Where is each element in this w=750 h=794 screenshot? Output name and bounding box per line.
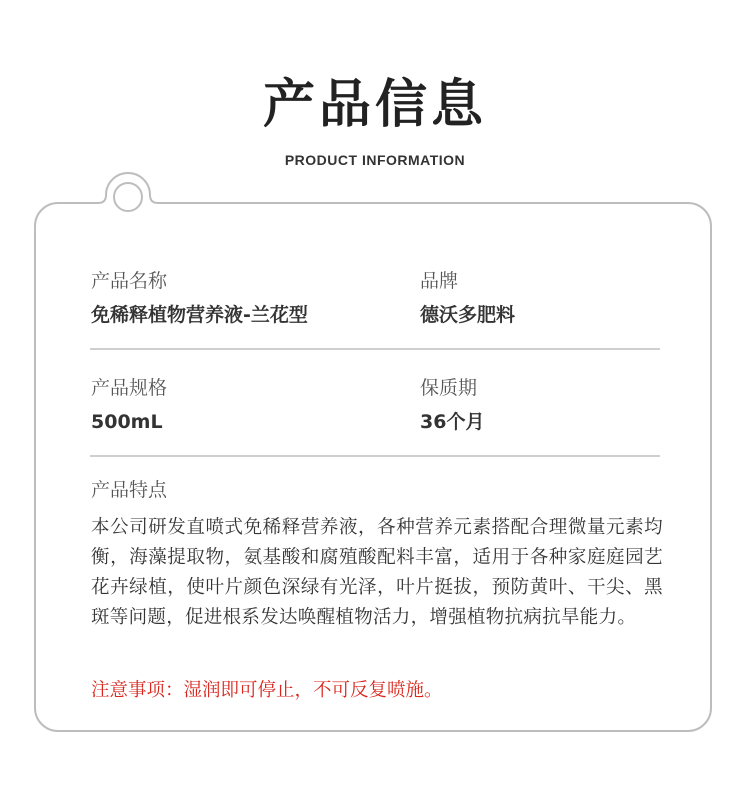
spec-value: 500mL	[91, 411, 163, 433]
shelf-life-value: 36个月	[420, 411, 485, 433]
brand-value: 德沃多肥料	[420, 304, 516, 326]
features-description: 本公司研发直喷式免稀释营养液，各种营养元素搭配合理微量元素均衡，海藻提取物，氨基酸和腐殖酸配料丰富，适用于各种家庭庭园艺花卉绿植，使叶片颜色深绿有光泽，叶片挺拔，预防黄叶、干尖、黑斑等问题，促进根系发达唤醒植物活力，增强植物抗病抗旱能力。	[91, 517, 663, 628]
page-title: 产品信息	[262, 75, 487, 135]
notch-circle-icon	[84, 170, 158, 234]
divider-1	[90, 348, 660, 350]
divider-2	[90, 455, 660, 457]
product-name-value: 免稀释植物营养液-兰花型	[91, 304, 308, 326]
page-subtitle: PRODUCT INFORMATION	[284, 152, 466, 168]
notice-text: 注意事项：湿润即可停止，不可反复喷施。	[91, 680, 443, 701]
spec-label: 产品规格	[91, 377, 168, 399]
shelf-life-label: 保质期	[420, 377, 478, 399]
features-label: 产品特点	[91, 479, 168, 501]
product-name-label: 产品名称	[91, 270, 168, 292]
brand-label: 品牌	[420, 270, 459, 292]
